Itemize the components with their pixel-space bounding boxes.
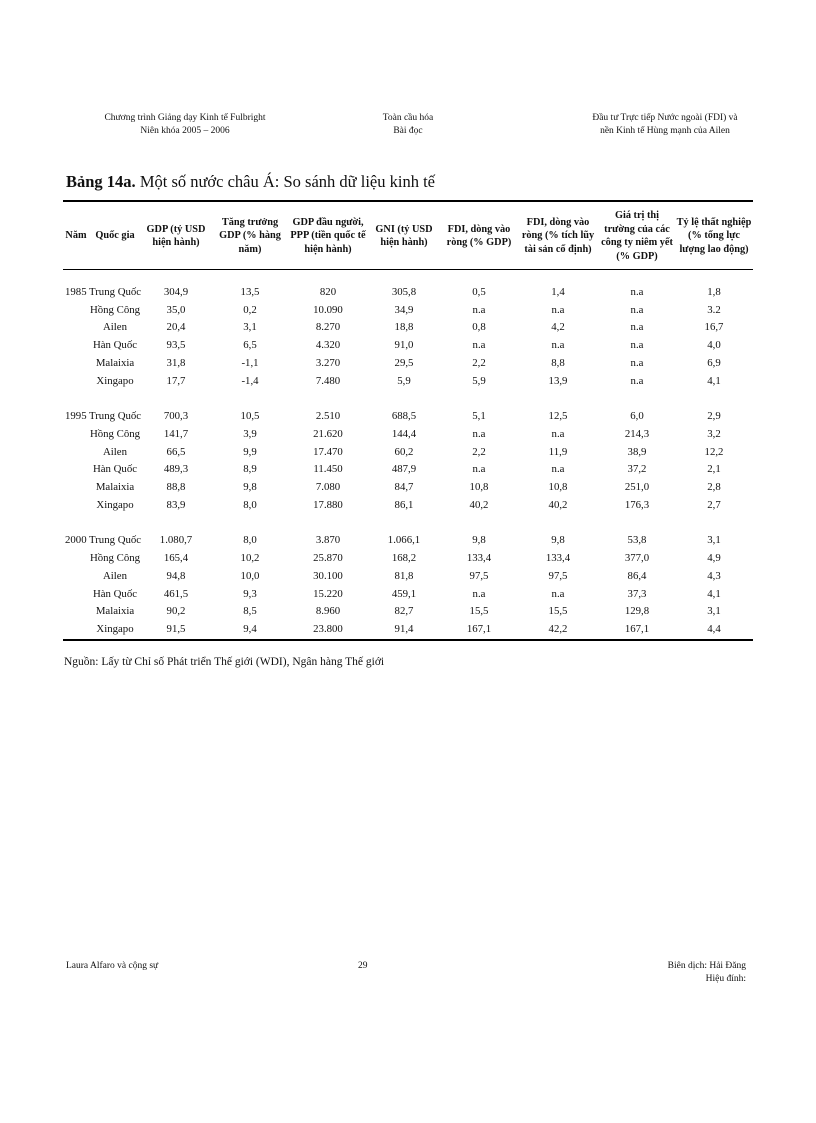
value-cell: 3.270 [315, 356, 341, 369]
source-note: Nguồn: Lấy từ Chỉ số Phát triển Thế giới (WDI), Ngân hàng Thế giới [64, 656, 385, 668]
table-row [63, 479, 753, 497]
table-row [63, 426, 753, 444]
value-cell: 168,2 [391, 552, 417, 565]
value-cell: 167,1 [466, 622, 492, 635]
col-header-gdp: GDP (tỷ USD hiện hành) [146, 223, 206, 248]
value-cell: 15,5 [548, 605, 568, 618]
value-cell: 700,3 [163, 410, 189, 423]
value-cell: 3,9 [243, 427, 257, 440]
value-cell: 2,7 [707, 498, 721, 511]
value-cell: n.a [630, 374, 644, 387]
value-cell: 7.080 [315, 481, 341, 494]
value-cell: 10,8 [469, 481, 489, 494]
value-cell: 214,3 [624, 427, 650, 440]
value-cell: 165,4 [163, 552, 189, 565]
year-cell [63, 461, 89, 479]
header-middle [368, 112, 448, 138]
table-row [63, 621, 753, 640]
value-cell: 17.470 [313, 445, 343, 458]
value-cell: 0,5 [472, 286, 486, 298]
value-cell: 25.870 [313, 552, 343, 565]
value-cell: 86,1 [394, 498, 414, 511]
footer-author: Laura Alfaro và cộng sự [66, 961, 159, 971]
value-cell: 377,0 [624, 552, 650, 565]
value-cell: 93,5 [166, 339, 186, 352]
value-cell: 167,1 [624, 622, 650, 635]
value-cell: 144,4 [391, 427, 417, 440]
col-header-year: Năm [65, 230, 87, 242]
value-cell: 2,2 [472, 356, 486, 369]
value-cell: 3,1 [707, 534, 721, 547]
value-cell: 10.090 [313, 303, 343, 316]
year-cell: 1995 [65, 410, 87, 423]
value-cell: 461,5 [163, 587, 189, 600]
country-cell: Xingapo [96, 622, 134, 635]
header-topic-line1: Đầu tư Trực tiếp Nước ngoài (FDI) và [592, 113, 738, 123]
country-cell: Ailen [103, 445, 127, 458]
value-cell: 4,1 [707, 587, 721, 600]
value-cell: n.a [630, 303, 644, 316]
country-cell: Ailen [103, 569, 127, 582]
value-cell: 40,2 [469, 498, 489, 511]
table-row [63, 444, 753, 462]
year-cell: 2000 [65, 534, 87, 547]
year-cell [63, 444, 89, 462]
value-cell: 7.480 [315, 374, 341, 387]
value-cell: 88,8 [166, 481, 186, 494]
table-row [63, 337, 753, 355]
value-cell: 8,5 [243, 605, 257, 618]
value-cell: 38,9 [627, 445, 647, 458]
country-cell: Hồng Công [89, 303, 141, 316]
value-cell: 11,9 [548, 445, 568, 458]
value-cell: 2,8 [707, 481, 721, 494]
value-cell: 2,9 [707, 410, 721, 423]
value-cell: 4,0 [707, 339, 721, 352]
value-cell: 11.450 [313, 463, 343, 476]
country-cell: Trung Quốc [89, 410, 142, 423]
value-cell: 37,2 [627, 463, 647, 476]
value-cell: 53,8 [627, 534, 647, 547]
table-row [63, 568, 753, 586]
value-cell: 133,4 [466, 552, 492, 565]
value-cell: 5,1 [472, 410, 486, 423]
value-cell: n.a [551, 303, 565, 316]
value-cell: 9,9 [243, 445, 257, 458]
value-cell: n.a [551, 587, 565, 600]
value-cell: 133,4 [545, 552, 571, 565]
value-cell: n.a [472, 339, 486, 352]
value-cell: 29,5 [394, 356, 414, 369]
table-title-text: Một số nước châu Á: So sánh dữ liệu kinh tế [135, 172, 435, 191]
value-cell: 91,5 [166, 622, 186, 635]
year-cell [63, 497, 89, 515]
value-cell: 21.620 [313, 427, 343, 440]
table-row [63, 319, 753, 337]
table-header-row [63, 201, 753, 270]
country-cell: Malaixia [95, 605, 135, 618]
col-header-market-cap: Giá trị thị trường của các công ty niêm yết (% GDP) [601, 210, 673, 262]
group-spacer [63, 270, 753, 285]
value-cell: 251,0 [624, 481, 650, 494]
value-cell: 487,9 [391, 463, 417, 476]
value-cell: 60,2 [394, 445, 414, 458]
value-cell: n.a [472, 587, 486, 600]
table-row [63, 355, 753, 373]
page-number: 29 [358, 961, 368, 971]
country-cell: Hồng Công [89, 427, 141, 440]
value-cell: 83,9 [166, 498, 186, 511]
value-cell: 16,7 [704, 321, 724, 334]
footer-translator: Biên dịch: Hải Đăng [667, 961, 746, 971]
col-header-gni: GNI (tỷ USD hiện hành) [375, 223, 433, 248]
table-row [63, 586, 753, 604]
year-cell [63, 603, 89, 621]
country-cell: Malaixia [95, 481, 135, 494]
country-cell: Hàn Quốc [92, 339, 138, 352]
year-cell [63, 479, 89, 497]
value-cell: 13,9 [548, 374, 568, 387]
value-cell: 10,8 [548, 481, 568, 494]
value-cell: n.a [551, 427, 565, 440]
value-cell: 688,5 [391, 410, 417, 423]
value-cell: n.a [551, 463, 565, 476]
value-cell: 129,8 [624, 605, 650, 618]
value-cell: n.a [472, 303, 486, 316]
value-cell: 12,5 [548, 410, 568, 423]
value-cell: 10,0 [240, 569, 260, 582]
country-cell: Trung Quốc [89, 286, 142, 298]
value-cell: 97,5 [548, 569, 568, 582]
header-program: Chương trình Giảng dạy Kinh tế Fulbright [104, 113, 266, 123]
col-header-gdp-growth: Tăng trưởng GDP (% hàng năm) [219, 216, 281, 255]
table-row [63, 302, 753, 320]
value-cell: n.a [472, 427, 486, 440]
col-header-fdi-gdp: FDI, dòng vào ròng (% GDP) [446, 223, 512, 248]
value-cell: 6,9 [707, 356, 721, 369]
value-cell: 18,8 [394, 321, 414, 334]
value-cell: 3,1 [707, 605, 721, 618]
value-cell: 13,5 [240, 286, 260, 298]
value-cell: 20,4 [166, 321, 186, 334]
value-cell: 489,3 [163, 463, 189, 476]
col-header-country: Quốc gia [95, 230, 135, 242]
value-cell: 66,5 [166, 445, 186, 458]
country-cell: Malaixia [95, 356, 135, 369]
year-cell [63, 319, 89, 337]
value-cell: 459,1 [391, 587, 417, 600]
table-row [63, 532, 753, 550]
value-cell: 4,2 [551, 321, 565, 334]
spacer-cell [63, 270, 753, 285]
table-title [66, 172, 435, 192]
header-topic-line2: nền Kinh tế Hùng mạnh của Ailen [600, 126, 730, 136]
value-cell: 91,4 [394, 622, 414, 635]
country-cell: Hàn Quốc [92, 463, 138, 476]
value-cell: 9,4 [243, 622, 257, 635]
spacer-cell [63, 514, 753, 532]
table-row [63, 603, 753, 621]
country-cell: Hàn Quốc [92, 587, 138, 600]
value-cell: 304,9 [163, 286, 189, 298]
value-cell: -1,1 [241, 356, 259, 369]
value-cell: 3.2 [707, 303, 721, 316]
value-cell: n.a [630, 339, 644, 352]
value-cell: 4,1 [707, 374, 721, 387]
footer-editor: Hiệu đính: [705, 974, 746, 984]
value-cell: n.a [630, 286, 644, 298]
value-cell: 90,2 [166, 605, 186, 618]
value-cell: 86,4 [627, 569, 647, 582]
group-spacer [63, 514, 753, 532]
value-cell: 10,2 [240, 552, 260, 565]
table-row [63, 497, 753, 515]
value-cell: 31,8 [166, 356, 186, 369]
country-cell: Ailen [103, 321, 127, 334]
col-header-fdi-capital: FDI, dòng vào ròng (% tích lũy tài sản cố định) [521, 216, 595, 255]
header-doc-type: Bài đọc [393, 126, 423, 136]
value-cell: 17,7 [166, 374, 186, 387]
value-cell: 0,2 [243, 303, 257, 316]
value-cell: 8,9 [243, 463, 257, 476]
header-course: Toàn cầu hóa [382, 113, 434, 123]
value-cell: 305,8 [391, 286, 417, 298]
value-cell: 9,3 [243, 587, 257, 600]
year-cell [63, 373, 89, 391]
value-cell: 8,0 [243, 498, 257, 511]
value-cell: 8,0 [243, 534, 257, 547]
value-cell: 4,4 [707, 622, 721, 635]
value-cell: 9,8 [551, 534, 565, 547]
country-cell: Hồng Công [89, 552, 141, 565]
value-cell: 81,8 [394, 569, 414, 582]
value-cell: 12,2 [704, 445, 724, 458]
value-cell: 30.100 [313, 569, 343, 582]
data-table [63, 200, 753, 641]
value-cell: 23.800 [313, 622, 343, 635]
value-cell: 2,2 [472, 445, 486, 458]
value-cell: 17.880 [313, 498, 343, 511]
header-left [100, 112, 270, 138]
value-cell: 2,1 [707, 463, 721, 476]
value-cell: 6,0 [630, 410, 644, 423]
footer-credits [668, 960, 746, 986]
year-cell [63, 302, 89, 320]
value-cell: 3,1 [243, 321, 257, 334]
value-cell: 1.066,1 [387, 534, 421, 547]
value-cell: 5,9 [397, 374, 411, 387]
country-cell: Xingapo [96, 498, 134, 511]
year-cell: 1985 [65, 286, 87, 298]
value-cell: 40,2 [548, 498, 568, 511]
value-cell: 4,3 [707, 569, 721, 582]
year-cell [63, 426, 89, 444]
col-header-unemployment: Tỷ lệ thất nghiệp (% tổng lực lượng lao động) [676, 216, 752, 255]
value-cell: n.a [551, 339, 565, 352]
table-row [63, 461, 753, 479]
table-title-label: Bảng 14a. [66, 172, 136, 191]
year-cell [63, 337, 89, 355]
year-cell [63, 550, 89, 568]
value-cell: n.a [630, 356, 644, 369]
value-cell: n.a [472, 463, 486, 476]
year-cell [63, 355, 89, 373]
value-cell: 9,8 [243, 481, 257, 494]
table-body [63, 270, 753, 640]
value-cell: 5,9 [472, 374, 486, 387]
table-row [63, 284, 753, 302]
year-cell [63, 586, 89, 604]
value-cell: 176,3 [624, 498, 650, 511]
value-cell: 42,2 [548, 622, 568, 635]
value-cell: 3.870 [315, 534, 341, 547]
value-cell: 15,5 [469, 605, 489, 618]
value-cell: 82,7 [394, 605, 414, 618]
year-cell [63, 568, 89, 586]
table-row [63, 408, 753, 426]
value-cell: 94,8 [166, 569, 186, 582]
value-cell: 97,5 [469, 569, 489, 582]
value-cell: n.a [630, 321, 644, 334]
value-cell: 0,8 [472, 321, 486, 334]
value-cell: 2.510 [315, 410, 341, 423]
value-cell: 37,3 [627, 587, 647, 600]
value-cell: 9,8 [472, 534, 486, 547]
value-cell: 1.080,7 [159, 534, 193, 547]
value-cell: -1,4 [241, 374, 259, 387]
value-cell: 34,9 [394, 303, 414, 316]
value-cell: 4,9 [707, 552, 721, 565]
value-cell: 8.270 [315, 321, 341, 334]
value-cell: 91,0 [394, 339, 414, 352]
value-cell: 35,0 [166, 303, 186, 316]
year-cell [63, 621, 89, 640]
value-cell: 820 [319, 286, 337, 298]
value-cell: 4.320 [315, 339, 341, 352]
header-right [545, 112, 785, 138]
country-cell: Xingapo [96, 374, 134, 387]
value-cell: 1,8 [707, 286, 721, 298]
group-spacer [63, 390, 753, 408]
value-cell: 6,5 [243, 339, 257, 352]
header-year: Niên khóa 2005 – 2006 [140, 126, 230, 136]
value-cell: 8,8 [551, 356, 565, 369]
table-row [63, 550, 753, 568]
value-cell: 10,5 [240, 410, 260, 423]
col-header-gdp-per-capita: GDP đầu người, PPP (tiền quốc tế hiện hành) [290, 216, 366, 255]
spacer-cell [63, 390, 753, 408]
country-cell: Trung Quốc [89, 534, 142, 547]
value-cell: 141,7 [163, 427, 189, 440]
value-cell: 3,2 [707, 427, 721, 440]
value-cell: 84,7 [394, 481, 414, 494]
table-row [63, 373, 753, 391]
value-cell: 15.220 [313, 587, 343, 600]
value-cell: 8.960 [315, 605, 341, 618]
data-table-wrapper [63, 200, 753, 641]
value-cell: 1,4 [551, 286, 565, 298]
